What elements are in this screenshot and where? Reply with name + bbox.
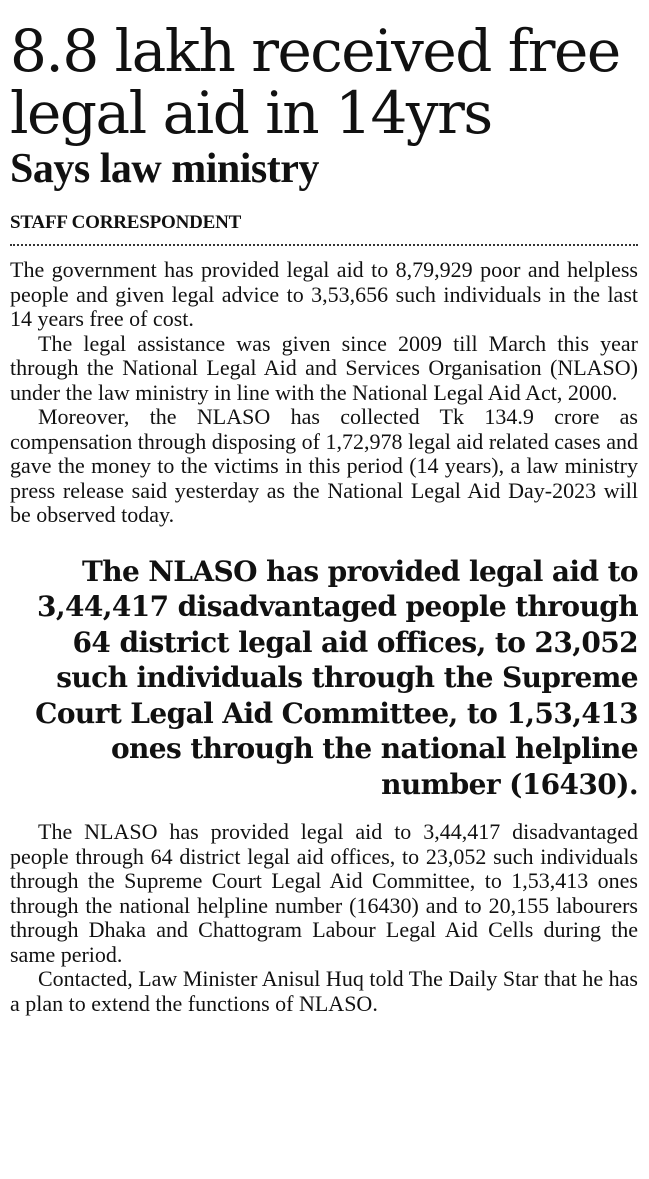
pull-quote-line: number (16430).: [381, 767, 638, 801]
headline-line-2: legal aid in 14yrs: [10, 79, 492, 147]
pull-quote-line: such individuals through the Supreme: [56, 661, 638, 694]
pull-quote-line: 64 district legal aid offices, to 23,052: [72, 625, 638, 659]
pull-quote-line: The NLASO has provided legal aid to: [81, 554, 638, 588]
pull-quote: [10, 554, 638, 803]
pull-quote-line: ones through the national helpline: [110, 732, 638, 765]
pull-quote-line: Court Legal Aid Committee, to 1,53,413: [35, 696, 638, 730]
paragraph-3: Moreover, the NLASO has collected Tk 134.9 crore as compensation through disposing of 1,72,978 legal aid related cases and gave the money to the victims in this period (14 years), a law ministry press release said yesterday as the National Legal Aid Day-2023 will be observed today.: [10, 404, 638, 527]
subheadline: Says law ministry: [10, 146, 319, 192]
paragraph-2: The legal assistance was given since 2009 till March this year through the National Legal Aid and Services Organisation (NLASO) under the law ministry in line with the National Legal Aid Act, 2000.: [10, 330, 638, 405]
article-body-top: [10, 258, 638, 528]
paragraph-4: The NLASO has provided legal aid to 3,44,417 disadvantaged people through 64 district legal aid offices, to 23,052 such individuals through the Supreme Court Legal Aid Committee, to 1,53,413 ones through the national helpline number (16430) and to 20,155 labourers through Dhaka and Chattogram Labour Legal Aid Cells during the same period.: [10, 819, 638, 967]
headline-line-1: 8.8 lakh received free: [10, 17, 620, 85]
news-article: [10, 17, 638, 1016]
paragraph-5: Contacted, Law Minister Anisul Huq told The Daily Star that he has a plan to extend the functions of NLASO.: [10, 966, 638, 1016]
headline: [10, 17, 638, 147]
byline-divider: [10, 244, 638, 246]
byline: STAFF CORRESPONDENT: [10, 212, 242, 233]
pull-quote-line: 3,44,417 disadvantaged people through: [36, 590, 638, 623]
paragraph-1: The government has provided legal aid to 8,79,929 poor and helpless people and given legal advice to 3,53,656 such individuals in the last 14 years free of cost.: [10, 257, 638, 331]
article-body-bottom: [10, 820, 638, 1016]
